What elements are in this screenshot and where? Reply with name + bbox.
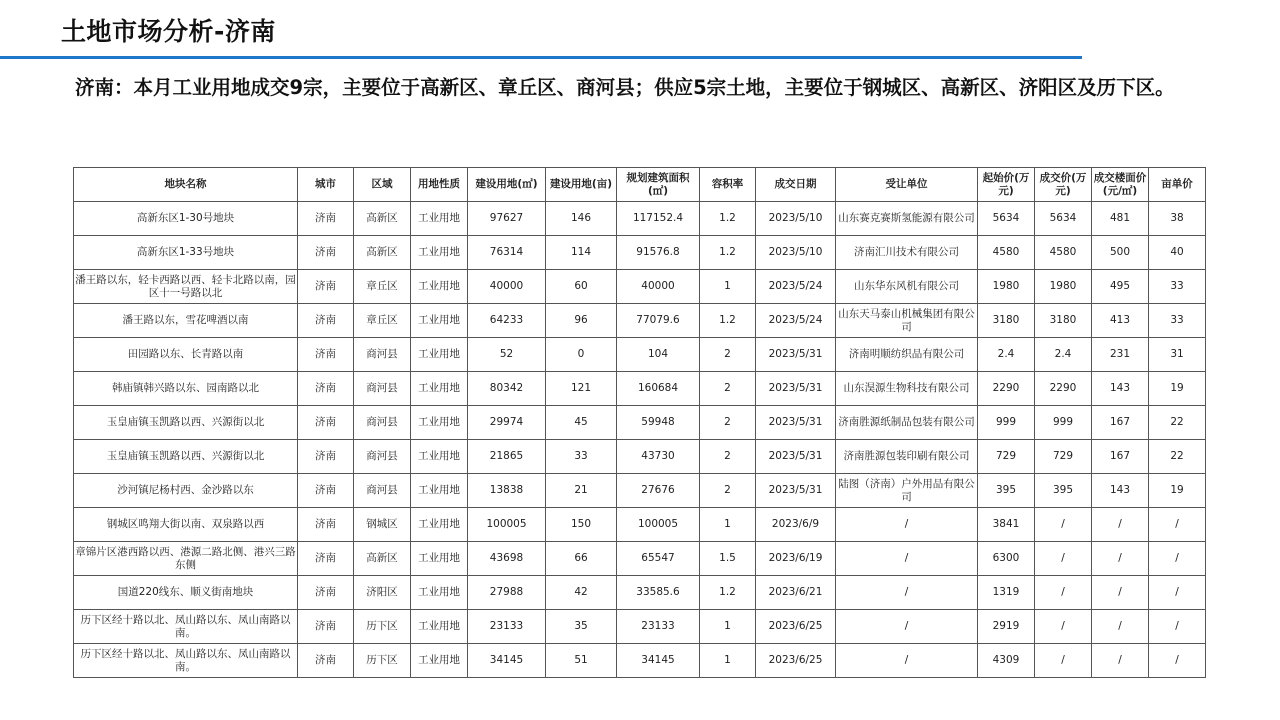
cell-deal-price: / [1035, 644, 1092, 678]
cell-deal-price: / [1035, 610, 1092, 644]
cell-floor-price: / [1092, 644, 1149, 678]
column-header-deal-price: 成交价(万元) [1035, 168, 1092, 202]
cell-start-price: 999 [978, 406, 1035, 440]
cell-plot-name: 韩庙镇韩兴路以东、园南路以北 [74, 372, 298, 406]
cell-plot-name: 潘王路以东，轻卡西路以西、轻卡北路以南，园区十一号路以北 [74, 270, 298, 304]
cell-land-use: 工业用地 [411, 644, 468, 678]
column-header-start-price: 起始价(万元) [978, 168, 1035, 202]
cell-price-per-mu: / [1149, 576, 1206, 610]
cell-city: 济南 [298, 644, 354, 678]
cell-deal-price: 3180 [1035, 304, 1092, 338]
cell-area-mu: 96 [546, 304, 617, 338]
cell-district: 钢城区 [354, 508, 411, 542]
cell-start-price: 1980 [978, 270, 1035, 304]
land-transaction-table [73, 167, 1206, 678]
cell-plot-ratio: 2 [700, 372, 756, 406]
cell-area-sqm: 43698 [468, 542, 546, 576]
cell-price-per-mu: 38 [1149, 202, 1206, 236]
table-header-row [74, 168, 1206, 202]
cell-planned-floor-area: 65547 [617, 542, 700, 576]
cell-buyer: 陆图（济南）户外用品有限公司 [836, 474, 978, 508]
table-body [74, 202, 1206, 678]
cell-area-sqm: 52 [468, 338, 546, 372]
cell-plot-name: 田园路以东、长青路以南 [74, 338, 298, 372]
cell-buyer: / [836, 508, 978, 542]
cell-deal-date: 2023/5/31 [756, 474, 836, 508]
cell-floor-price: 481 [1092, 202, 1149, 236]
cell-deal-date: 2023/6/25 [756, 610, 836, 644]
column-header-land-use: 用地性质 [411, 168, 468, 202]
cell-deal-date: 2023/6/19 [756, 542, 836, 576]
cell-city: 济南 [298, 304, 354, 338]
cell-district: 商河县 [354, 406, 411, 440]
cell-district: 商河县 [354, 338, 411, 372]
cell-deal-price: 999 [1035, 406, 1092, 440]
cell-area-sqm: 23133 [468, 610, 546, 644]
cell-price-per-mu: 19 [1149, 372, 1206, 406]
cell-plot-ratio: 1.5 [700, 542, 756, 576]
cell-area-mu: 33 [546, 440, 617, 474]
cell-land-use: 工业用地 [411, 508, 468, 542]
column-header-floor-price: 成交楼面价(元/㎡) [1092, 168, 1149, 202]
cell-deal-date: 2023/5/10 [756, 236, 836, 270]
cell-buyer: / [836, 644, 978, 678]
cell-deal-date: 2023/5/31 [756, 406, 836, 440]
cell-land-use: 工业用地 [411, 406, 468, 440]
column-header-area-mu: 建设用地(亩) [546, 168, 617, 202]
cell-plot-name: 历下区经十路以北、凤山路以东、凤山南路以南。 [74, 610, 298, 644]
cell-floor-price: 143 [1092, 372, 1149, 406]
cell-deal-date: 2023/5/31 [756, 338, 836, 372]
column-header-buyer: 受让单位 [836, 168, 978, 202]
cell-land-use: 工业用地 [411, 542, 468, 576]
cell-start-price: 3841 [978, 508, 1035, 542]
cell-plot-ratio: 1.2 [700, 202, 756, 236]
cell-land-use: 工业用地 [411, 610, 468, 644]
cell-planned-floor-area: 43730 [617, 440, 700, 474]
table-row [74, 542, 1206, 576]
cell-deal-date: 2023/6/9 [756, 508, 836, 542]
cell-plot-ratio: 1.2 [700, 236, 756, 270]
cell-area-mu: 51 [546, 644, 617, 678]
cell-district: 章丘区 [354, 304, 411, 338]
table-row [74, 576, 1206, 610]
cell-land-use: 工业用地 [411, 440, 468, 474]
cell-plot-ratio: 1 [700, 508, 756, 542]
cell-district: 历下区 [354, 610, 411, 644]
cell-land-use: 工业用地 [411, 338, 468, 372]
cell-planned-floor-area: 40000 [617, 270, 700, 304]
table-row [74, 406, 1206, 440]
cell-deal-price: 729 [1035, 440, 1092, 474]
cell-area-sqm: 13838 [468, 474, 546, 508]
cell-city: 济南 [298, 542, 354, 576]
cell-district: 章丘区 [354, 270, 411, 304]
cell-area-sqm: 29974 [468, 406, 546, 440]
cell-city: 济南 [298, 270, 354, 304]
cell-price-per-mu: 22 [1149, 440, 1206, 474]
cell-price-per-mu: 33 [1149, 270, 1206, 304]
cell-price-per-mu: / [1149, 610, 1206, 644]
table-row [74, 508, 1206, 542]
cell-planned-floor-area: 23133 [617, 610, 700, 644]
cell-deal-date: 2023/5/31 [756, 440, 836, 474]
cell-floor-price: / [1092, 576, 1149, 610]
cell-deal-date: 2023/5/10 [756, 202, 836, 236]
cell-plot-ratio: 2 [700, 406, 756, 440]
cell-land-use: 工业用地 [411, 202, 468, 236]
cell-deal-price: 2290 [1035, 372, 1092, 406]
cell-deal-date: 2023/6/25 [756, 644, 836, 678]
cell-buyer: / [836, 610, 978, 644]
table-row [74, 372, 1206, 406]
cell-start-price: 2.4 [978, 338, 1035, 372]
cell-land-use: 工业用地 [411, 474, 468, 508]
cell-price-per-mu: 19 [1149, 474, 1206, 508]
cell-price-per-mu: 31 [1149, 338, 1206, 372]
cell-plot-ratio: 1.2 [700, 304, 756, 338]
cell-buyer: 济南明顺纺织品有限公司 [836, 338, 978, 372]
cell-deal-price: 2.4 [1035, 338, 1092, 372]
table-row [74, 236, 1206, 270]
cell-city: 济南 [298, 406, 354, 440]
cell-area-mu: 35 [546, 610, 617, 644]
column-header-city: 城市 [298, 168, 354, 202]
cell-plot-name: 历下区经十路以北、凤山路以东、凤山南路以南。 [74, 644, 298, 678]
summary-text: 济南：本月工业用地成交9宗，主要位于高新区、章丘区、商河县；供应5宗土地，主要位于钢城区、高新区、济阳区及历下区。 [75, 76, 1175, 99]
cell-city: 济南 [298, 576, 354, 610]
cell-plot-ratio: 2 [700, 440, 756, 474]
cell-buyer: 济南汇川技术有限公司 [836, 236, 978, 270]
cell-area-sqm: 40000 [468, 270, 546, 304]
cell-planned-floor-area: 104 [617, 338, 700, 372]
table-row [74, 202, 1206, 236]
cell-planned-floor-area: 34145 [617, 644, 700, 678]
cell-city: 济南 [298, 338, 354, 372]
cell-plot-ratio: 2 [700, 338, 756, 372]
cell-plot-name: 高新东区1-33号地块 [74, 236, 298, 270]
cell-planned-floor-area: 160684 [617, 372, 700, 406]
cell-plot-ratio: 2 [700, 474, 756, 508]
cell-planned-floor-area: 59948 [617, 406, 700, 440]
column-header-district: 区域 [354, 168, 411, 202]
cell-plot-name: 玉皇庙镇玉凯路以西、兴源街以北 [74, 406, 298, 440]
cell-plot-name: 潘王路以东，雪花啤酒以南 [74, 304, 298, 338]
cell-deal-price: / [1035, 508, 1092, 542]
title-divider [0, 56, 1082, 59]
cell-buyer: 山东淏源生物科技有限公司 [836, 372, 978, 406]
cell-city: 济南 [298, 372, 354, 406]
cell-city: 济南 [298, 202, 354, 236]
cell-district: 商河县 [354, 372, 411, 406]
cell-start-price: 5634 [978, 202, 1035, 236]
cell-deal-date: 2023/5/31 [756, 372, 836, 406]
cell-planned-floor-area: 77079.6 [617, 304, 700, 338]
cell-land-use: 工业用地 [411, 304, 468, 338]
cell-area-sqm: 64233 [468, 304, 546, 338]
table-row [74, 270, 1206, 304]
cell-planned-floor-area: 27676 [617, 474, 700, 508]
cell-area-sqm: 97627 [468, 202, 546, 236]
cell-deal-date: 2023/6/21 [756, 576, 836, 610]
cell-start-price: 2919 [978, 610, 1035, 644]
cell-floor-price: 167 [1092, 406, 1149, 440]
cell-area-mu: 114 [546, 236, 617, 270]
column-header-price-per-mu: 亩单价 [1149, 168, 1206, 202]
cell-floor-price: 413 [1092, 304, 1149, 338]
cell-area-mu: 21 [546, 474, 617, 508]
cell-city: 济南 [298, 236, 354, 270]
table-row [74, 304, 1206, 338]
column-header-plot-name: 地块名称 [74, 168, 298, 202]
cell-planned-floor-area: 100005 [617, 508, 700, 542]
cell-deal-price: 1980 [1035, 270, 1092, 304]
cell-floor-price: 500 [1092, 236, 1149, 270]
cell-start-price: 4309 [978, 644, 1035, 678]
cell-city: 济南 [298, 440, 354, 474]
cell-floor-price: / [1092, 610, 1149, 644]
cell-area-sqm: 76314 [468, 236, 546, 270]
cell-plot-name: 沙河镇尼杨村西、金沙路以东 [74, 474, 298, 508]
cell-city: 济南 [298, 610, 354, 644]
cell-land-use: 工业用地 [411, 270, 468, 304]
cell-district: 历下区 [354, 644, 411, 678]
cell-plot-name: 高新东区1-30号地块 [74, 202, 298, 236]
cell-planned-floor-area: 33585.6 [617, 576, 700, 610]
table-row [74, 440, 1206, 474]
cell-buyer: / [836, 576, 978, 610]
cell-district: 商河县 [354, 440, 411, 474]
cell-deal-price: / [1035, 576, 1092, 610]
cell-district: 济阳区 [354, 576, 411, 610]
cell-area-mu: 66 [546, 542, 617, 576]
cell-start-price: 395 [978, 474, 1035, 508]
cell-area-sqm: 21865 [468, 440, 546, 474]
column-header-area-sqm: 建设用地(㎡) [468, 168, 546, 202]
page-title: 土地市场分析-济南 [61, 17, 276, 46]
cell-floor-price: 167 [1092, 440, 1149, 474]
cell-plot-name: 玉皇庙镇玉凯路以西、兴源街以北 [74, 440, 298, 474]
cell-price-per-mu: / [1149, 644, 1206, 678]
cell-floor-price: / [1092, 542, 1149, 576]
cell-planned-floor-area: 91576.8 [617, 236, 700, 270]
cell-buyer: 山东天马泰山机械集团有限公司 [836, 304, 978, 338]
cell-district: 高新区 [354, 236, 411, 270]
cell-start-price: 6300 [978, 542, 1035, 576]
cell-area-mu: 0 [546, 338, 617, 372]
cell-plot-name: 国道220线东、顺义街南地块 [74, 576, 298, 610]
cell-deal-date: 2023/5/24 [756, 304, 836, 338]
cell-deal-price: 5634 [1035, 202, 1092, 236]
cell-start-price: 3180 [978, 304, 1035, 338]
cell-floor-price: 231 [1092, 338, 1149, 372]
cell-deal-price: / [1035, 542, 1092, 576]
cell-district: 商河县 [354, 474, 411, 508]
cell-area-mu: 150 [546, 508, 617, 542]
table-row [74, 610, 1206, 644]
cell-land-use: 工业用地 [411, 576, 468, 610]
column-header-planned-floor-area: 规划建筑面积(㎡) [617, 168, 700, 202]
cell-floor-price: / [1092, 508, 1149, 542]
cell-price-per-mu: 22 [1149, 406, 1206, 440]
cell-land-use: 工业用地 [411, 372, 468, 406]
table-row [74, 644, 1206, 678]
cell-area-mu: 45 [546, 406, 617, 440]
cell-area-mu: 42 [546, 576, 617, 610]
cell-area-mu: 146 [546, 202, 617, 236]
cell-plot-ratio: 1.2 [700, 576, 756, 610]
cell-district: 高新区 [354, 542, 411, 576]
cell-area-sqm: 27988 [468, 576, 546, 610]
cell-area-mu: 121 [546, 372, 617, 406]
cell-plot-name: 章锦片区港西路以西、港源二路北侧、港兴三路东侧 [74, 542, 298, 576]
cell-plot-ratio: 1 [700, 270, 756, 304]
cell-plot-ratio: 1 [700, 644, 756, 678]
cell-deal-price: 4580 [1035, 236, 1092, 270]
table-row [74, 338, 1206, 372]
cell-start-price: 729 [978, 440, 1035, 474]
cell-city: 济南 [298, 474, 354, 508]
cell-planned-floor-area: 117152.4 [617, 202, 700, 236]
cell-district: 高新区 [354, 202, 411, 236]
cell-start-price: 2290 [978, 372, 1035, 406]
cell-buyer: 济南胜源包装印刷有限公司 [836, 440, 978, 474]
table-row [74, 474, 1206, 508]
cell-plot-ratio: 1 [700, 610, 756, 644]
cell-deal-date: 2023/5/24 [756, 270, 836, 304]
cell-area-sqm: 100005 [468, 508, 546, 542]
cell-price-per-mu: 33 [1149, 304, 1206, 338]
cell-start-price: 1319 [978, 576, 1035, 610]
cell-buyer: 济南胜源纸制品包装有限公司 [836, 406, 978, 440]
cell-city: 济南 [298, 508, 354, 542]
cell-area-mu: 60 [546, 270, 617, 304]
cell-area-sqm: 34145 [468, 644, 546, 678]
cell-land-use: 工业用地 [411, 236, 468, 270]
cell-plot-name: 钢城区鸣翔大街以南、双泉路以西 [74, 508, 298, 542]
cell-buyer: / [836, 542, 978, 576]
cell-deal-price: 395 [1035, 474, 1092, 508]
column-header-deal-date: 成交日期 [756, 168, 836, 202]
cell-floor-price: 495 [1092, 270, 1149, 304]
cell-buyer: 山东华东风机有限公司 [836, 270, 978, 304]
cell-price-per-mu: 40 [1149, 236, 1206, 270]
column-header-plot-ratio: 容积率 [700, 168, 756, 202]
cell-area-sqm: 80342 [468, 372, 546, 406]
cell-start-price: 4580 [978, 236, 1035, 270]
cell-floor-price: 143 [1092, 474, 1149, 508]
cell-price-per-mu: / [1149, 508, 1206, 542]
cell-price-per-mu: / [1149, 542, 1206, 576]
cell-buyer: 山东赛克赛斯氢能源有限公司 [836, 202, 978, 236]
